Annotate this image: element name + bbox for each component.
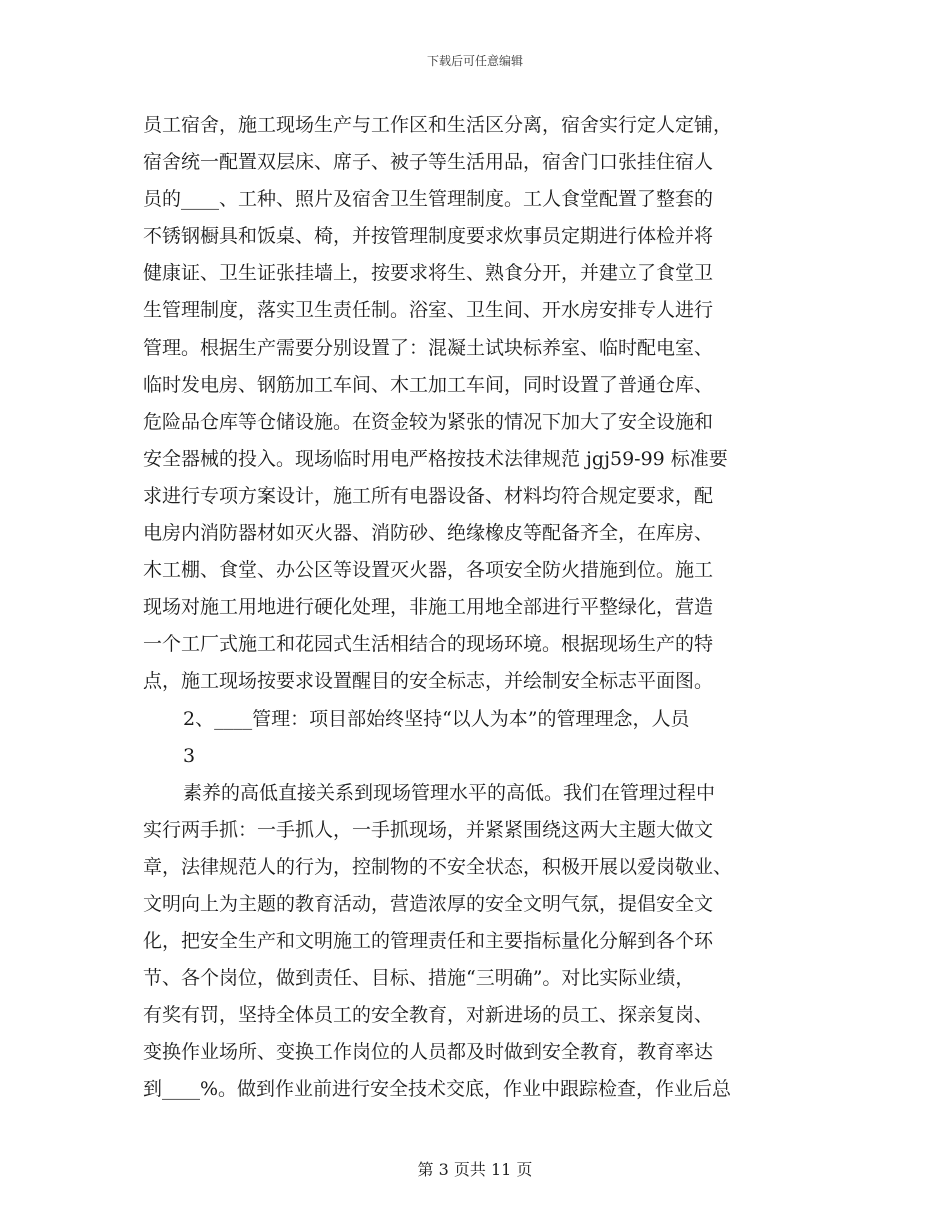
text-line: 危险品仓库等仓储设施。在资金较为紧张的情况下加大了安全设施和 <box>143 410 714 433</box>
text-line: 到____%。做到作业前进行安全技术交底，作业中跟踪检查，作业后总 <box>143 1078 732 1101</box>
text-line: 化，把安全生产和文明施工的管理责任和主要指标量化分解到各个环 <box>143 930 714 953</box>
document-body <box>143 107 813 1109</box>
text-line: 文明向上为主题的教育活动，营造浓厚的安全文明气氛，提倡安全文 <box>143 892 714 915</box>
text-line: 管理。根据生产需要分别设置了：混凝土试块标养室、临时配电室、 <box>143 336 714 359</box>
text-line: 求进行专项方案设计，施工所有电器设备、材料均符合规定要求，配 <box>143 484 714 507</box>
text-line: 电房内消防器材如灭火器、消防砂、绝缘橡皮等配备齐全，在库房、 <box>143 522 714 545</box>
section-heading-line: 2、____管理：项目部始终坚持“以人为本”的管理理念，人员 <box>183 707 690 730</box>
text-line: 安全器械的投入。现场临时用电严格按技术法律规范 jgj59-99 标准要 <box>143 447 728 470</box>
text-line: 临时发电房、钢筋加工车间、木工加工车间，同时设置了普通仓库、 <box>143 373 714 396</box>
text-line: 员的____、工种、照片及宿舍卫生管理制度。工人食堂配置了整套的 <box>143 188 714 211</box>
text-line: 不锈钢橱具和饭桌、椅，并按管理制度要求炊事员定期进行体检并将 <box>143 225 714 248</box>
text-line: 有奖有罚，坚持全体员工的安全教育，对新进场的员工、探亲复岗、 <box>143 1004 714 1027</box>
text-line: 点，施工现场按要求设置醒目的安全标志，并绘制安全标志平面图。 <box>143 670 714 693</box>
text-line: 木工棚、食堂、办公区等设置灭火器，各项安全防火措施到位。施工 <box>143 559 714 582</box>
text-line: 宿舍统一配置双层床、席子、被子等生活用品，宿舍门口张挂住宿人 <box>143 151 714 174</box>
text-line: 一个工厂式施工和花园式生活相结合的现场环境。根据现场生产的特 <box>143 633 714 656</box>
text-line: 现场对施工用地进行硬化处理，非施工用地全部进行平整绿化，营造 <box>143 596 714 619</box>
text-line: 生管理制度，落实卫生责任制。浴室、卫生间、开水房安排专人进行 <box>143 299 714 322</box>
text-line: 员工宿舍，施工现场生产与工作区和生活区分离，宿舍实行定人定铺， <box>143 114 733 136</box>
text-line: 章，法律规范人的行为，控制物的不安全状态，积极开展以爱岗敬业、 <box>143 855 733 878</box>
page-header: 下载后可任意编辑 <box>426 54 523 68</box>
text-line: 健康证、卫生证张挂墙上，按要求将生、熟食分开，并建立了食堂卫 <box>143 262 714 285</box>
text-line: 变换作业场所、变换工作岗位的人员都及时做到安全教育，教育率达 <box>143 1041 714 1064</box>
text-line: 节、各个岗位，做到责任、目标、措施“三明确”。对比实际业绩， <box>143 967 695 990</box>
section-number-line: 3 <box>183 744 196 767</box>
text-line: 素养的高低直接关系到现场管理水平的高低。我们在管理过程中 <box>183 781 716 804</box>
page-number-footer: 第 3 页共 11 页 <box>417 1160 533 1179</box>
text-line: 实行两手抓：一手抓人，一手抓现场，并紧紧围绕这两大主题大做文 <box>143 818 714 841</box>
